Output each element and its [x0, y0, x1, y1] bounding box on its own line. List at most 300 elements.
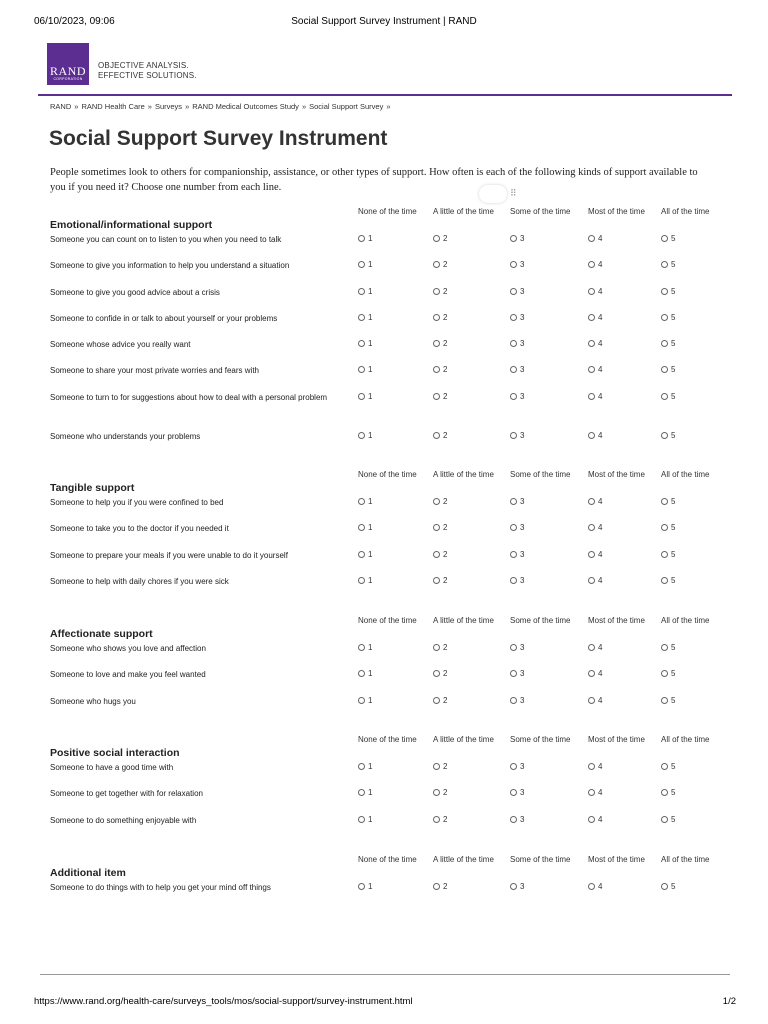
rating-value: 1 — [368, 365, 373, 375]
rating-value: 4 — [598, 497, 603, 506]
rating-option[interactable] — [358, 431, 372, 441]
radio-button[interactable] — [358, 498, 365, 505]
rating-option[interactable] — [433, 497, 447, 507]
rating-option[interactable] — [661, 696, 675, 706]
tagline-line-2: EFFECTIVE SOLUTIONS. — [98, 71, 197, 80]
survey-item-row — [50, 232, 710, 258]
rating-option[interactable] — [358, 696, 372, 706]
survey-item-row — [50, 548, 710, 574]
breadcrumb-link[interactable]: RAND Health Care — [81, 102, 145, 111]
column-header: Most of the time — [588, 855, 645, 864]
column-header: A little of the time — [433, 470, 494, 479]
rating-option[interactable] — [433, 643, 447, 653]
radio-button[interactable] — [433, 644, 440, 651]
radio-button[interactable] — [510, 670, 517, 677]
rating-value: 3 — [520, 575, 525, 585]
column-header: Some of the time — [510, 855, 571, 864]
radio-button[interactable] — [358, 261, 365, 268]
rating-value: 3 — [520, 788, 525, 798]
rating-option[interactable] — [661, 550, 675, 560]
rating-value: 4 — [598, 643, 603, 652]
print-doc-title: Social Support Survey Instrument | RAND — [291, 16, 477, 27]
breadcrumb-separator: » — [185, 102, 190, 111]
rating-option[interactable] — [510, 313, 524, 323]
survey-item-label: Someone to help you if you were confined to bed — [50, 498, 224, 507]
column-header: Some of the time — [510, 207, 571, 216]
rating-option[interactable] — [510, 882, 524, 892]
rating-option[interactable] — [433, 313, 447, 323]
radio-button[interactable] — [661, 261, 668, 268]
rating-value: 3 — [520, 391, 525, 401]
column-header: None of the time — [358, 207, 417, 216]
rand-logo[interactable] — [47, 43, 89, 85]
rating-option[interactable] — [433, 788, 447, 798]
rating-option[interactable] — [661, 392, 675, 402]
footer-page-number: 1/2 — [722, 996, 736, 1007]
rating-value: 2 — [443, 497, 448, 506]
rating-option[interactable] — [358, 365, 372, 375]
rating-value: 3 — [520, 762, 525, 771]
breadcrumb-separator: » — [386, 102, 391, 111]
radio-button[interactable] — [661, 551, 668, 558]
radio-button[interactable] — [510, 577, 517, 584]
radio-button[interactable] — [661, 432, 668, 439]
rating-option[interactable] — [358, 882, 372, 892]
rating-option[interactable] — [433, 696, 447, 706]
radio-button[interactable] — [433, 670, 440, 677]
rating-option[interactable] — [510, 431, 524, 441]
rating-option[interactable] — [358, 669, 372, 679]
section-header — [50, 468, 710, 495]
radio-button[interactable] — [433, 261, 440, 268]
rating-value: 4 — [598, 669, 603, 679]
radio-button[interactable] — [433, 883, 440, 890]
column-header: Some of the time — [510, 616, 571, 625]
survey-item-row — [50, 880, 710, 906]
rating-option[interactable] — [588, 643, 602, 653]
rating-value: 1 — [368, 575, 373, 585]
rating-value: 4 — [598, 339, 603, 349]
radio-button[interactable] — [358, 340, 365, 347]
radio-button[interactable] — [661, 789, 668, 796]
radio-button[interactable] — [358, 670, 365, 677]
survey-section — [50, 853, 710, 906]
radio-button[interactable] — [588, 883, 595, 890]
breadcrumb-separator: » — [74, 102, 79, 111]
column-header: Some of the time — [510, 735, 571, 744]
rating-option[interactable] — [588, 365, 602, 375]
rating-option[interactable] — [510, 287, 524, 297]
rating-value: 4 — [598, 575, 603, 585]
rating-option[interactable] — [433, 431, 447, 441]
column-header: None of the time — [358, 855, 417, 864]
rating-option[interactable] — [661, 669, 675, 679]
radio-button[interactable] — [433, 393, 440, 400]
rating-value: 5 — [671, 695, 676, 705]
column-header: None of the time — [358, 735, 417, 744]
rating-value: 2 — [443, 643, 448, 652]
rating-option[interactable] — [358, 392, 372, 402]
radio-button[interactable] — [433, 551, 440, 558]
radio-button[interactable] — [588, 366, 595, 373]
footer-url: https://www.rand.org/health-care/surveys_tools/mos/social-support/survey-instrument.html — [34, 996, 413, 1007]
radio-button[interactable] — [588, 816, 595, 823]
rating-option[interactable] — [358, 788, 372, 798]
survey-item-label: Someone you can count on to listen to you when you need to talk — [50, 235, 282, 244]
rating-value: 2 — [443, 234, 448, 243]
radio-button[interactable] — [588, 644, 595, 651]
rating-option[interactable] — [588, 788, 602, 798]
radio-button[interactable] — [588, 789, 595, 796]
survey-item-row — [50, 760, 710, 786]
rating-value: 1 — [368, 669, 373, 679]
radio-button[interactable] — [588, 340, 595, 347]
column-header: A little of the time — [433, 616, 494, 625]
radio-button[interactable] — [433, 498, 440, 505]
column-header: A little of the time — [433, 735, 494, 744]
radio-button[interactable] — [358, 288, 365, 295]
rating-value: 1 — [368, 788, 373, 798]
radio-button[interactable] — [510, 261, 517, 268]
radio-button[interactable] — [510, 288, 517, 295]
rating-option[interactable] — [510, 392, 524, 402]
rating-option[interactable] — [588, 392, 602, 402]
survey-section — [50, 468, 710, 600]
radio-button[interactable] — [661, 670, 668, 677]
radio-button[interactable] — [358, 524, 365, 531]
rating-option[interactable] — [358, 550, 372, 560]
rating-option[interactable] — [358, 576, 372, 586]
rating-option[interactable] — [433, 392, 447, 402]
rating-option[interactable] — [661, 287, 675, 297]
radio-button[interactable] — [358, 432, 365, 439]
rating-option[interactable] — [510, 550, 524, 560]
radio-button[interactable] — [510, 498, 517, 505]
rating-option[interactable] — [358, 523, 372, 533]
radio-button[interactable] — [433, 524, 440, 531]
radio-button[interactable] — [510, 314, 517, 321]
rating-option[interactable] — [588, 287, 602, 297]
rating-value: 3 — [520, 695, 525, 705]
tagline — [98, 61, 197, 81]
rating-value: 4 — [598, 365, 603, 375]
rating-option[interactable] — [433, 550, 447, 560]
radio-button[interactable] — [510, 816, 517, 823]
rating-option[interactable] — [358, 287, 372, 297]
rating-option[interactable] — [661, 788, 675, 798]
rating-value: 3 — [520, 430, 525, 440]
breadcrumb-link[interactable]: Surveys — [154, 102, 183, 111]
rating-value: 2 — [443, 260, 448, 270]
breadcrumb-separator: » — [147, 102, 152, 111]
survey-item-label: Someone whose advice you really want — [50, 340, 191, 350]
survey-item-label: Someone to get together with for relaxation — [50, 789, 203, 799]
rating-option[interactable] — [661, 576, 675, 586]
rating-option[interactable] — [588, 260, 602, 270]
rating-option[interactable] — [510, 523, 524, 533]
section-header — [50, 853, 710, 880]
survey-item-label: Someone to give you good advice about a crisis — [50, 287, 220, 297]
rating-option[interactable] — [588, 523, 602, 533]
rating-option[interactable] — [433, 287, 447, 297]
radio-button[interactable] — [510, 551, 517, 558]
radio-button[interactable] — [433, 432, 440, 439]
radio-button[interactable] — [433, 366, 440, 373]
radio-button[interactable] — [433, 763, 440, 770]
rating-option[interactable] — [661, 260, 675, 270]
rating-option[interactable] — [510, 339, 524, 349]
toggle-switch[interactable] — [479, 185, 507, 203]
rating-option[interactable] — [588, 762, 602, 772]
radio-button[interactable] — [433, 789, 440, 796]
rating-option[interactable] — [661, 523, 675, 533]
radio-button[interactable] — [510, 697, 517, 704]
radio-button[interactable] — [661, 644, 668, 651]
rating-option[interactable] — [661, 762, 675, 772]
rating-option[interactable] — [510, 696, 524, 706]
rating-option[interactable] — [358, 234, 372, 244]
rating-value: 5 — [671, 643, 676, 652]
radio-button[interactable] — [661, 288, 668, 295]
breadcrumb — [50, 102, 394, 111]
rating-value: 3 — [520, 549, 525, 559]
radio-button[interactable] — [358, 366, 365, 373]
radio-button[interactable] — [661, 340, 668, 347]
radio-button[interactable] — [358, 577, 365, 584]
radio-button[interactable] — [510, 366, 517, 373]
radio-button[interactable] — [661, 883, 668, 890]
radio-button[interactable] — [661, 524, 668, 531]
rating-option[interactable] — [433, 882, 447, 892]
rating-value: 5 — [671, 312, 676, 322]
column-header: Most of the time — [588, 207, 645, 216]
rating-option[interactable] — [358, 497, 372, 507]
radio-button[interactable] — [510, 763, 517, 770]
rating-option[interactable] — [510, 234, 524, 244]
radio-button[interactable] — [510, 432, 517, 439]
radio-button[interactable] — [433, 816, 440, 823]
radio-button[interactable] — [433, 314, 440, 321]
rating-value: 4 — [598, 788, 603, 798]
radio-button[interactable] — [358, 697, 365, 704]
rating-option[interactable] — [358, 762, 372, 772]
rating-option[interactable] — [510, 643, 524, 653]
rating-option[interactable] — [661, 365, 675, 375]
survey-item-label: Someone to share your most private worries and fears with — [50, 366, 259, 376]
radio-button[interactable] — [588, 524, 595, 531]
rating-option[interactable] — [510, 762, 524, 772]
breadcrumb-link[interactable]: RAND Medical Outcomes Study — [192, 102, 299, 111]
rating-option[interactable] — [510, 576, 524, 586]
rating-value: 1 — [368, 312, 373, 322]
survey-item-row — [50, 363, 710, 389]
rating-option[interactable] — [358, 815, 372, 825]
rating-option[interactable] — [358, 339, 372, 349]
section-title: Additional item — [50, 867, 126, 879]
rating-option[interactable] — [661, 815, 675, 825]
radio-button[interactable] — [510, 340, 517, 347]
radio-button[interactable] — [661, 235, 668, 242]
radio-button[interactable] — [588, 393, 595, 400]
rating-option[interactable] — [510, 815, 524, 825]
radio-button[interactable] — [588, 577, 595, 584]
rating-option[interactable] — [433, 260, 447, 270]
logo-wordmark: RAND — [49, 64, 86, 78]
radio-button[interactable] — [588, 697, 595, 704]
rating-value: 4 — [598, 430, 603, 440]
survey-item-row — [50, 694, 710, 720]
rating-value: 3 — [520, 312, 525, 322]
rating-option[interactable] — [510, 788, 524, 798]
radio-button[interactable] — [358, 816, 365, 823]
rating-option[interactable] — [358, 643, 372, 653]
radio-button[interactable] — [588, 261, 595, 268]
rating-option[interactable] — [661, 431, 675, 441]
rating-option[interactable] — [358, 260, 372, 270]
rating-value: 2 — [443, 695, 448, 705]
rating-value: 3 — [520, 814, 525, 824]
radio-button[interactable] — [358, 551, 365, 558]
radio-button[interactable] — [661, 577, 668, 584]
radio-button[interactable] — [661, 314, 668, 321]
radio-button[interactable] — [588, 235, 595, 242]
print-datetime: 06/10/2023, 09:06 — [34, 16, 115, 27]
rating-value: 3 — [520, 339, 525, 349]
radio-button[interactable] — [358, 789, 365, 796]
radio-button[interactable] — [661, 816, 668, 823]
radio-button[interactable] — [588, 670, 595, 677]
rating-value: 2 — [443, 286, 448, 296]
column-header: All of the time — [661, 616, 710, 625]
rating-option[interactable] — [588, 576, 602, 586]
rating-value: 2 — [443, 549, 448, 559]
radio-button[interactable] — [510, 883, 517, 890]
survey-item-label: Someone to give you information to help you understand a situation — [50, 261, 290, 271]
rating-option[interactable] — [661, 497, 675, 507]
radio-button[interactable] — [358, 883, 365, 890]
rating-option[interactable] — [433, 762, 447, 772]
rating-option[interactable] — [588, 339, 602, 349]
survey-item-label: Someone to prepare your meals if you were unable to do it yourself — [50, 550, 288, 560]
rating-value: 5 — [671, 497, 676, 506]
rating-value: 5 — [671, 260, 676, 270]
rating-value: 4 — [598, 523, 603, 533]
radio-button[interactable] — [661, 498, 668, 505]
rating-option[interactable] — [588, 313, 602, 323]
radio-button[interactable] — [661, 393, 668, 400]
rating-option[interactable] — [510, 497, 524, 507]
column-header: Most of the time — [588, 470, 645, 479]
rating-value: 2 — [443, 365, 448, 375]
survey-item-row — [50, 337, 710, 363]
column-header: Most of the time — [588, 735, 645, 744]
rating-option[interactable] — [661, 313, 675, 323]
rating-value: 5 — [671, 286, 676, 296]
survey-item-row — [50, 786, 710, 812]
survey-item-row — [50, 521, 710, 547]
rating-option[interactable] — [433, 669, 447, 679]
rating-option[interactable] — [358, 313, 372, 323]
survey-item-label: Someone to help with daily chores if you were sick — [50, 576, 229, 586]
rating-value: 4 — [598, 882, 603, 891]
rating-option[interactable] — [588, 431, 602, 441]
rating-option[interactable] — [433, 339, 447, 349]
radio-button[interactable] — [588, 551, 595, 558]
radio-button[interactable] — [661, 763, 668, 770]
radio-button[interactable] — [661, 366, 668, 373]
radio-button[interactable] — [358, 393, 365, 400]
rating-value: 4 — [598, 762, 603, 771]
rating-option[interactable] — [588, 815, 602, 825]
rating-value: 3 — [520, 882, 525, 891]
survey-item-row — [50, 390, 710, 429]
rating-value: 5 — [671, 234, 676, 243]
radio-button[interactable] — [433, 697, 440, 704]
radio-button[interactable] — [433, 288, 440, 295]
breadcrumb-link[interactable]: RAND — [50, 102, 72, 111]
rating-option[interactable] — [588, 882, 602, 892]
radio-button[interactable] — [588, 288, 595, 295]
rating-option[interactable] — [588, 234, 602, 244]
column-header: Most of the time — [588, 616, 645, 625]
rating-option[interactable] — [588, 550, 602, 560]
radio-button[interactable] — [510, 524, 517, 531]
rating-option[interactable] — [433, 234, 447, 244]
rating-value: 5 — [671, 391, 676, 401]
rating-option[interactable] — [433, 523, 447, 533]
rating-option[interactable] — [510, 365, 524, 375]
rating-option[interactable] — [510, 669, 524, 679]
radio-button[interactable] — [661, 697, 668, 704]
radio-button[interactable] — [588, 763, 595, 770]
radio-button[interactable] — [433, 340, 440, 347]
rating-option[interactable] — [433, 815, 447, 825]
rating-option[interactable] — [588, 497, 602, 507]
radio-button[interactable] — [358, 235, 365, 242]
survey-item-label: Someone who understands your problems — [50, 431, 201, 441]
radio-button[interactable] — [588, 498, 595, 505]
rating-value: 4 — [598, 814, 603, 824]
drag-handle-icon[interactable]: ⠿ — [510, 188, 517, 198]
radio-button[interactable] — [510, 789, 517, 796]
rating-value: 5 — [671, 523, 676, 533]
rating-option[interactable] — [661, 643, 675, 653]
breadcrumb-link[interactable]: Social Support Survey — [309, 102, 384, 111]
rating-option[interactable] — [510, 260, 524, 270]
radio-button[interactable] — [358, 763, 365, 770]
radio-button[interactable] — [433, 577, 440, 584]
radio-button[interactable] — [358, 644, 365, 651]
rating-value: 2 — [443, 430, 448, 440]
rating-option[interactable] — [433, 576, 447, 586]
rating-value: 3 — [520, 643, 525, 652]
rating-value: 2 — [443, 814, 448, 824]
radio-button[interactable] — [358, 314, 365, 321]
rating-option[interactable] — [661, 882, 675, 892]
rating-option[interactable] — [588, 669, 602, 679]
radio-button[interactable] — [510, 644, 517, 651]
radio-button[interactable] — [588, 314, 595, 321]
rating-option[interactable] — [588, 696, 602, 706]
radio-button[interactable] — [510, 393, 517, 400]
radio-button[interactable] — [510, 235, 517, 242]
rating-option[interactable] — [661, 234, 675, 244]
rating-option[interactable] — [661, 339, 675, 349]
survey-item-label: Someone to confide in or talk to about yourself or your problems — [50, 313, 278, 323]
radio-button[interactable] — [433, 235, 440, 242]
rating-option[interactable] — [433, 365, 447, 375]
radio-button[interactable] — [588, 432, 595, 439]
